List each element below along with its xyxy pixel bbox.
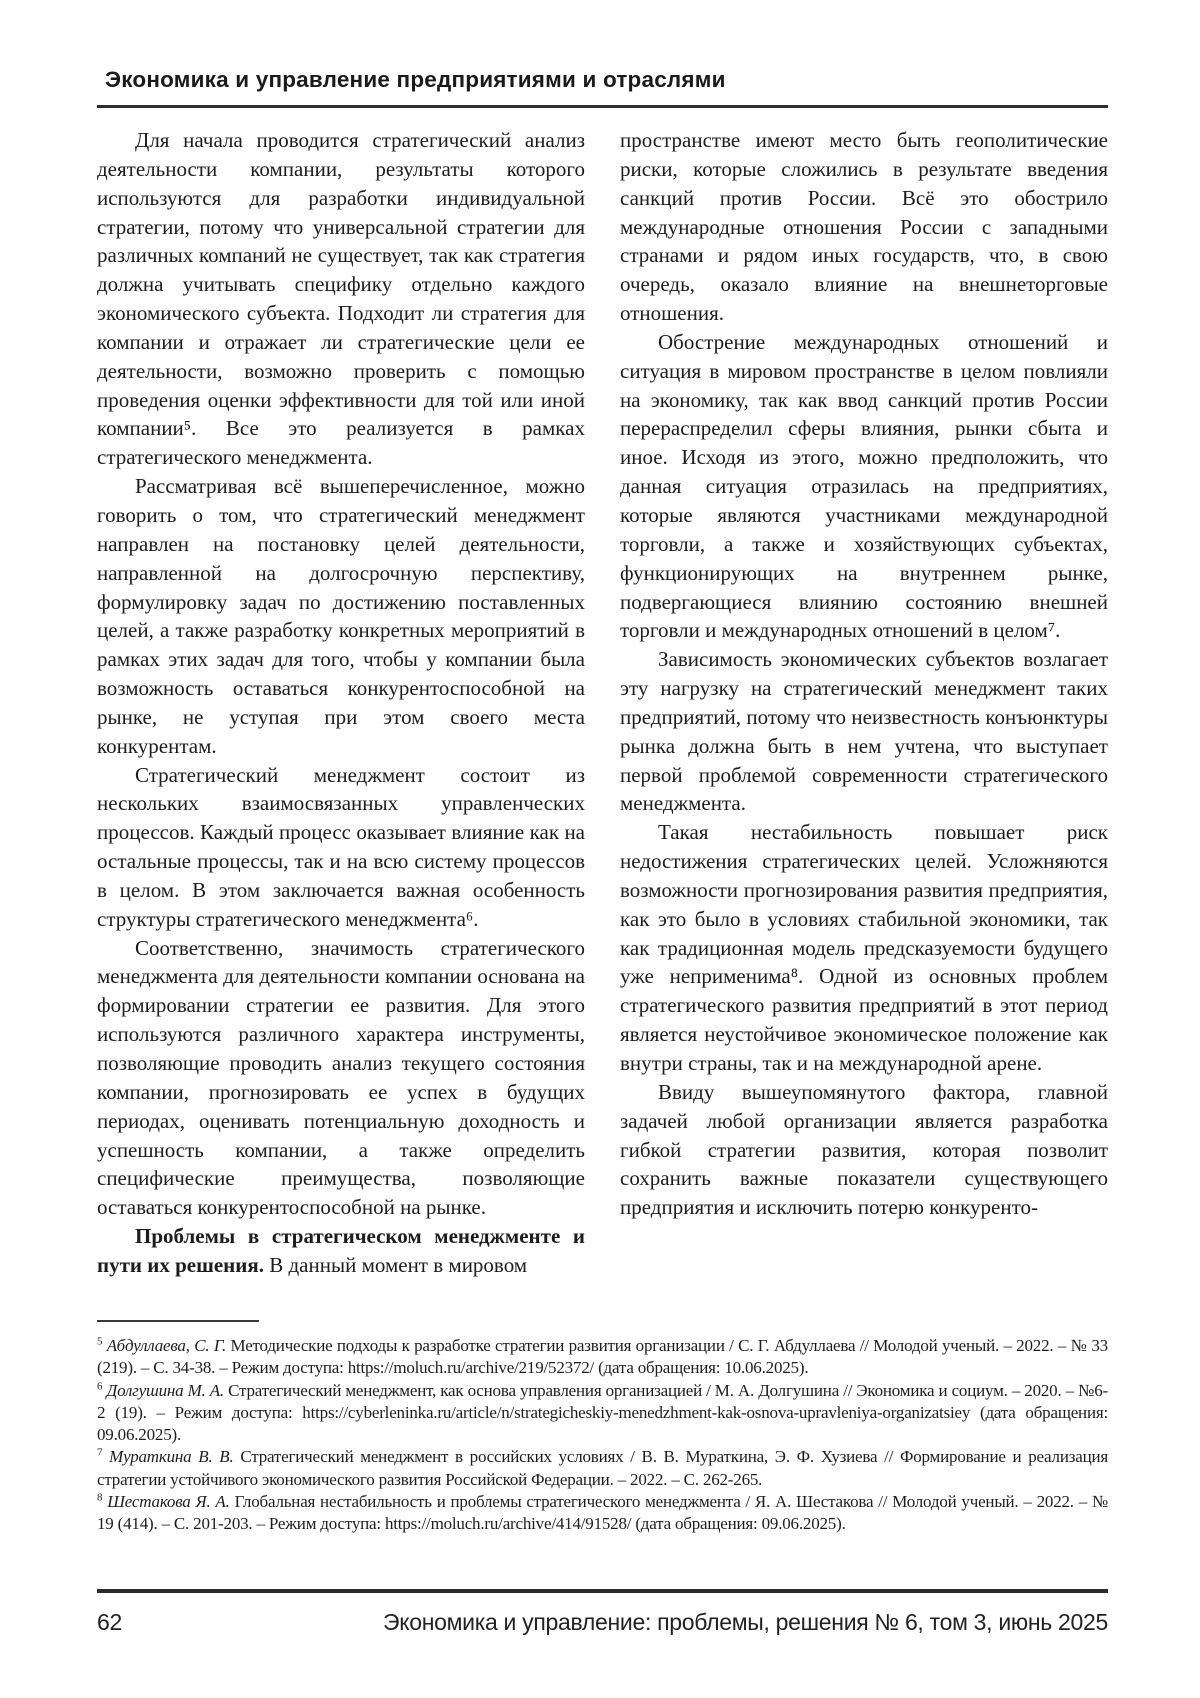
footnote	[97, 1491, 1108, 1536]
paragraph: Для начала проводится стратегический анализ деятельности компании, результаты которого используются для разработки индивидуальной стратегии, потому что универсальной стратегии для различных компаний не существует, так как стратегия должна учитывать специфику отдельно каждого экономического субъекта. Подходит ли стратегия для компании и отражает ли стратегические цели ее деятельности, возможно проверить с помощью проведения оценки эффективности для той или иной компании⁵. Все это реализуется в рамках стратегического менеджмента.	[97, 128, 585, 470]
footer-row	[97, 1609, 1108, 1636]
footnote-author: Шестакова Я. А.	[107, 1492, 230, 1512]
article-body	[97, 126, 1108, 1280]
footnote-number: 5	[97, 1335, 103, 1348]
footnote-author: Абдуллаева, С. Г.	[106, 1336, 227, 1355]
paragraph: Соответственно, значимость стратегического менеджмента для деятельности компании основана на формировании стратегии ее развития. Для этого используются различного характера инструменты, позволяющие проводить анализ текущего состояния компании, прогнозировать ее успех в будущих периодах, оценивать потенциальную доходность и успешность компании, а также определить специфические преимущества, позволяющие оставаться конкурентоспособной на рынке.	[97, 935, 585, 1220]
column-left	[97, 126, 585, 1280]
paragraph: Обострение международных отношений и ситуация в мировом пространстве в целом повлияли на экономику, так как ввод санкций против России перераспределил сферы влияния, рынки сбыта и иное. Исходя из этого, можно предположить, что данная ситуация отразилась на предприятиях, которые являются участниками международной торговли, а также и хозяйствующих субъектах, функционирующих на внутреннем рынке, подвергающиеся влиянию состоянию внешней торговли и международных отношений в целом⁷.	[620, 329, 1108, 643]
paragraph: Рассматривая всё вышеперечисленное, можно говорить о том, что стратегический менеджмент направлен на постановку целей деятельности, направленной на долгосрочную перспективу, формулировку задач по достижению поставленных целей, а также разработку конкретных мероприятий в рамках этих задач для того, чтобы у компании была возможность оставаться конкурентоспособной на рынке, не уступая при этом своего места конкурентам.	[97, 474, 585, 758]
paragraph: Стратегический менеджмент состоит из нескольких взаимосвязанных управленческих процессов. Каждый процесс оказывает влияние как на остальные процессы, так и на всю систему процессов в целом. В этом заключается важная особенность структуры стратегического менеджмента⁶.	[97, 762, 585, 931]
footnote	[97, 1335, 1108, 1380]
footer-rule	[97, 1589, 1108, 1593]
column-right	[620, 126, 1108, 1280]
footnote-author: Долгушина М. А.	[106, 1380, 224, 1400]
footnote-text: Стратегический менеджмент, как основа управления организацией / М. А. Долгушина // Экономика и социум. – 2020. – №6-2 (19). – Режим доступа: https://cyberleninka.ru/article/n/strategicheskiy-menedzhment-kak-osnova-upravleniya-organizatsiey (дата обращения: 09.06.2025).	[97, 1380, 1108, 1445]
paragraph-continuation: пространстве имеют место быть геополитические риски, которые сложились в результате введения санкций против России. Всё это обострило международные отношения России с западными странами и рядом иных государств, что, в свою очередь, оказало влияние на внешнеторговые отношения.	[620, 128, 1108, 326]
subsection-heading: Проблемы в стратегическом менеджменте и пути их решения.	[97, 1224, 585, 1277]
footnote	[97, 1380, 1108, 1447]
journal-title: Экономика и управление: проблемы, решения № 6, том 3, июнь 2025	[383, 1609, 1108, 1635]
footnote-number: 8	[97, 1491, 103, 1504]
footnote	[97, 1446, 1108, 1491]
footnote-text: Глобальная нестабильность и проблемы стратегического менеджмента / Я. А. Шестакова // Молодой ученый. – 2022. – № 19 (414). – С. 201-203. – Режим доступа: https://moluch.ru/archive/414/91528/ (дата обращения: 09.06.2025).	[97, 1492, 1108, 1534]
footnote-separator-rule	[97, 1320, 259, 1322]
footnote-text: Методические подходы к разработке стратегии развития организации / С. Г. Абдуллаева // Молодой ученый. – 2022. – № 33 (219). – С. 34-38. – Режим доступа: https://moluch.ru/archive/219/52372/ (дата обращения: 10.06.2025).	[97, 1336, 1108, 1378]
page-footer	[97, 1589, 1108, 1636]
section-title: Экономика и управление предприятиями и отраслями	[105, 67, 726, 92]
header-rule	[97, 105, 1108, 108]
footnote-text: Стратегический менеджмент в российских условиях / В. В. Мураткина, Э. Ф. Хузиева // Формирование и реализация стратегии устойчивого экономического развития Российской Федерации. – 2022. – С. 262-265.	[97, 1447, 1109, 1489]
paragraph: Ввиду вышеупомянутого фактора, главной задачей любой организации является разработка гибкой стратегии развития, которая позволит сохранить важные показатели существующего предприятия и исключить потерю конкуренто-	[620, 1079, 1108, 1220]
page-header	[97, 66, 1108, 108]
footnote-number: 6	[97, 1379, 103, 1392]
paragraph-text: В данный момент в мировом	[269, 1252, 528, 1277]
footnotes-section	[97, 1320, 1108, 1536]
page-number: 62	[97, 1609, 122, 1635]
footnote-number: 7	[97, 1446, 103, 1459]
paragraph: Такая нестабильность повышает риск недостижения стратегических целей. Усложняются возможности прогнозирования развития предприятия, как это было в условиях стабильной экономики, так как традиционная модель предсказуемости будущего уже неприменима⁸. Одной из основных проблем стратегического развития предприятий в этот период является неустойчивое экономическое положение как внутри страны, так и на международной арене.	[620, 820, 1108, 1075]
paragraph: Зависимость экономических субъектов возлагает эту нагрузку на стратегический менеджмент таких предприятий, потому что неизвестность конъюнктуры рынка должна быть в нем учтена, что выступает первой проблемой современности стратегического менеджмента.	[620, 647, 1108, 816]
paragraph-with-subsection	[97, 1222, 585, 1280]
footnote-author: Мураткина В. В.	[109, 1447, 234, 1467]
